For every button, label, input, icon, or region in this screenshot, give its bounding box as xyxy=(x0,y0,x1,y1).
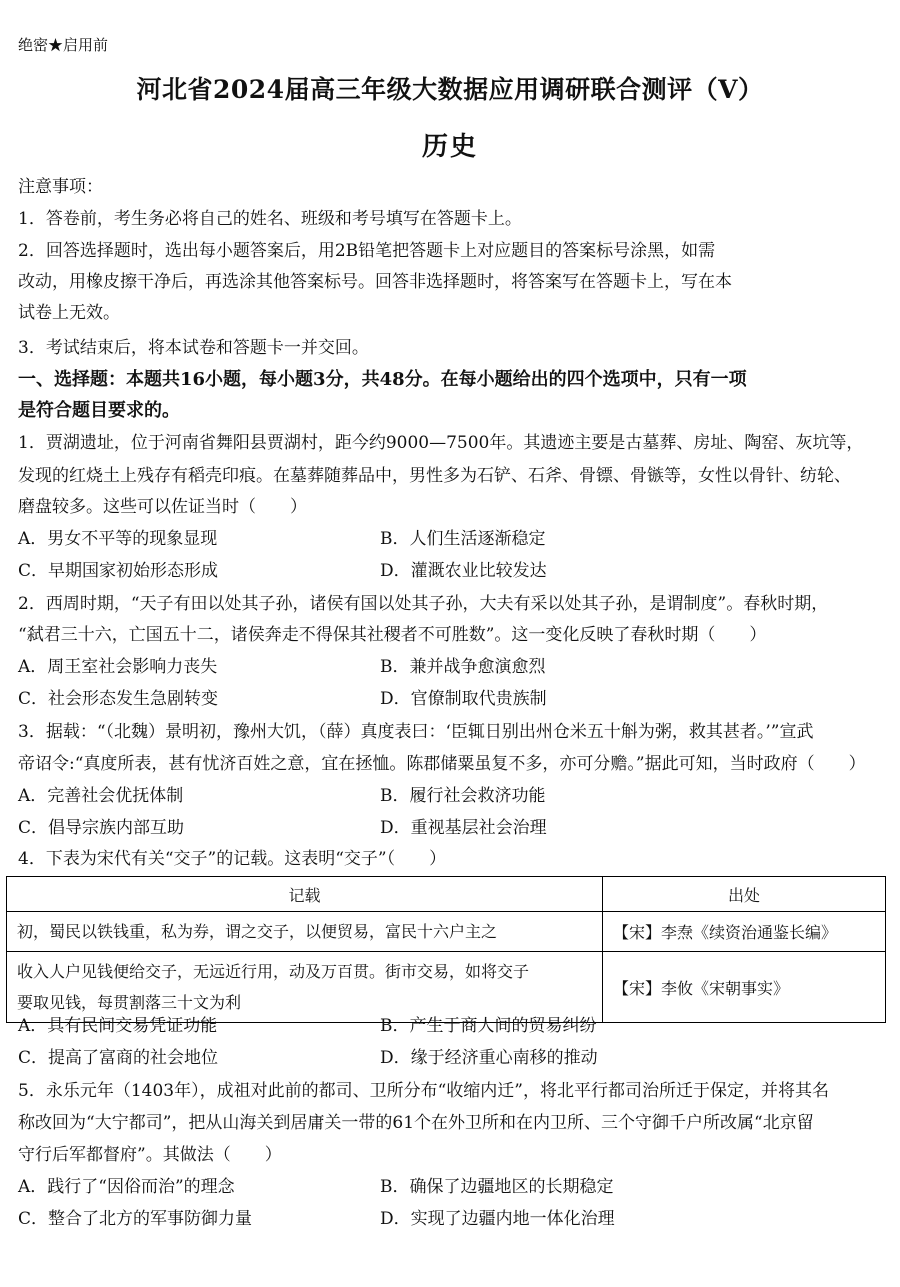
record-line: 要取见钱，每贯割落三十文为利 xyxy=(17,993,242,1012)
option-c: C．倡导宗族内部互助 xyxy=(18,818,185,838)
option-d: D．实现了边疆内地一体化治理 xyxy=(380,1209,615,1229)
option-a: A．践行了“因俗而治”的理念 xyxy=(18,1177,235,1197)
option-d: D．缘于经济重心南移的推动 xyxy=(380,1048,598,1068)
table-row xyxy=(7,912,886,952)
notice-item: 3．考试结束后，将本试卷和答题卡一并交回。 xyxy=(18,338,369,358)
option-b: B．兼并战争愈演愈烈 xyxy=(380,657,546,677)
question-stem: 2．西周时期，“天子有田以处其子孙，诸侯有国以处其子孙，大夫有采以处其子孙，是谓制度”。春秋时期， xyxy=(18,594,829,614)
notice-item: 1．答卷前，考生务必将自己的姓名、班级和考号填写在答题卡上。 xyxy=(18,209,522,229)
subject-title: 历史 xyxy=(421,132,478,162)
question-stem: 帝诏令:“真度所表，甚有忧济百姓之意，宜在拯恤。陈郡储粟虽复不多，亦可分赡。”据此可知，当时政府（ ） xyxy=(18,754,866,774)
option-a: A．完善社会优抚体制 xyxy=(18,786,184,806)
question-stem: 3．据载：“（北魏）景明初，豫州大饥，（薛）真度表曰：‘臣辄日别出州仓米五十斛为粥，救其甚者。’”宣武 xyxy=(18,722,814,742)
option-b: B．人们生活逐渐稳定 xyxy=(380,529,546,549)
section-heading: 一、选择题：本题共16小题，每小题3分，共48分。在每小题给出的四个选项中，只有一项 xyxy=(18,369,747,390)
option-b: B．履行社会救济功能 xyxy=(380,786,546,806)
question-stem: 磨盘较多。这些可以佐证当时（ ） xyxy=(18,497,307,517)
option-b: B．产生于商人间的贸易纠纷 xyxy=(380,1016,597,1036)
records-table xyxy=(6,876,886,1023)
table-header-row xyxy=(7,877,886,912)
question-stem: 4．下表为宋代有关“交子”的记载。这表明“交子”（ ） xyxy=(18,849,447,869)
question-stem: 5．永乐元年（1403年），成祖对此前的都司、卫所分布“收缩内迁”，将北平行都司治所迁于保定，并将其名 xyxy=(18,1081,829,1101)
column-header-source: 出处 xyxy=(603,877,886,912)
option-d: D．灌溉农业比较发达 xyxy=(380,561,547,581)
option-c: C．整合了北方的军事防御力量 xyxy=(18,1209,253,1229)
record-line: 收入人户见钱便给交子，无远近行用，动及万百贯。街市交易，如将交子 xyxy=(17,962,530,981)
question-stem: “弑君三十六，亡国五十二，诸侯奔走不得保其社稷者不可胜数”。这一变化反映了春秋时期（ ） xyxy=(18,625,767,645)
confidential-mark: 绝密★启用前 xyxy=(18,36,109,54)
option-a: A．男女不平等的现象显现 xyxy=(18,529,218,549)
option-c: C．提高了富商的社会地位 xyxy=(18,1048,219,1068)
option-d: D．官僚制取代贵族制 xyxy=(380,689,547,709)
option-a: A．周王室社会影响力丧失 xyxy=(18,657,218,677)
question-stem: 称改回为“大宁都司”，把从山海关到居庸关一带的61个在外卫所和在内卫所、三个守御千户所改属“北京留 xyxy=(18,1113,814,1133)
notice-heading: 注意事项： xyxy=(18,177,103,197)
question-stem: 发现的红烧土上残存有稻壳印痕。在墓葬随葬品中，男性多为石铲、石斧、骨镖、骨镞等，女性以骨针、纺轮、 xyxy=(18,466,851,486)
exam-title: 河北省2024届高三年级大数据应用调研联合测评（Ⅴ） xyxy=(136,75,764,104)
option-a: A．具有民间交易凭证功能 xyxy=(18,1016,218,1036)
record-cell: 初，蜀民以铁钱重，私为券，谓之交子，以便贸易，富民十六户主之 xyxy=(7,912,603,952)
question-stem: 守行后军都督府”。其做法（ ） xyxy=(18,1145,282,1165)
notice-item: 改动，用橡皮擦干净后，再选涂其他答案标号。回答非选择题时，将答案写在答题卡上，写在本 xyxy=(18,272,732,292)
source-cell: 【宋】李焘《续资治通鉴长编》 xyxy=(603,912,886,952)
notice-item: 2．回答选择题时，选出每小题答案后，用2B铅笔把答题卡上对应题目的答案标号涂黑，如需 xyxy=(18,241,716,261)
option-d: D．重视基层社会治理 xyxy=(380,818,547,838)
option-c: C．早期国家初始形态形成 xyxy=(18,561,219,581)
option-c: C．社会形态发生急剧转变 xyxy=(18,689,219,709)
section-heading-cont: 是符合题目要求的。 xyxy=(18,400,180,421)
question-stem: 1．贾湖遗址，位于河南省舞阳县贾湖村，距今约9000—7500年。其遗迹主要是古墓葬、房址、陶窑、灰坑等， xyxy=(18,433,864,453)
notice-item: 试卷上无效。 xyxy=(18,303,120,323)
column-header-record: 记载 xyxy=(7,877,603,912)
source-cell: 【宋】李攸《宋朝事实》 xyxy=(603,952,886,1023)
option-b: B．确保了边疆地区的长期稳定 xyxy=(380,1177,614,1197)
